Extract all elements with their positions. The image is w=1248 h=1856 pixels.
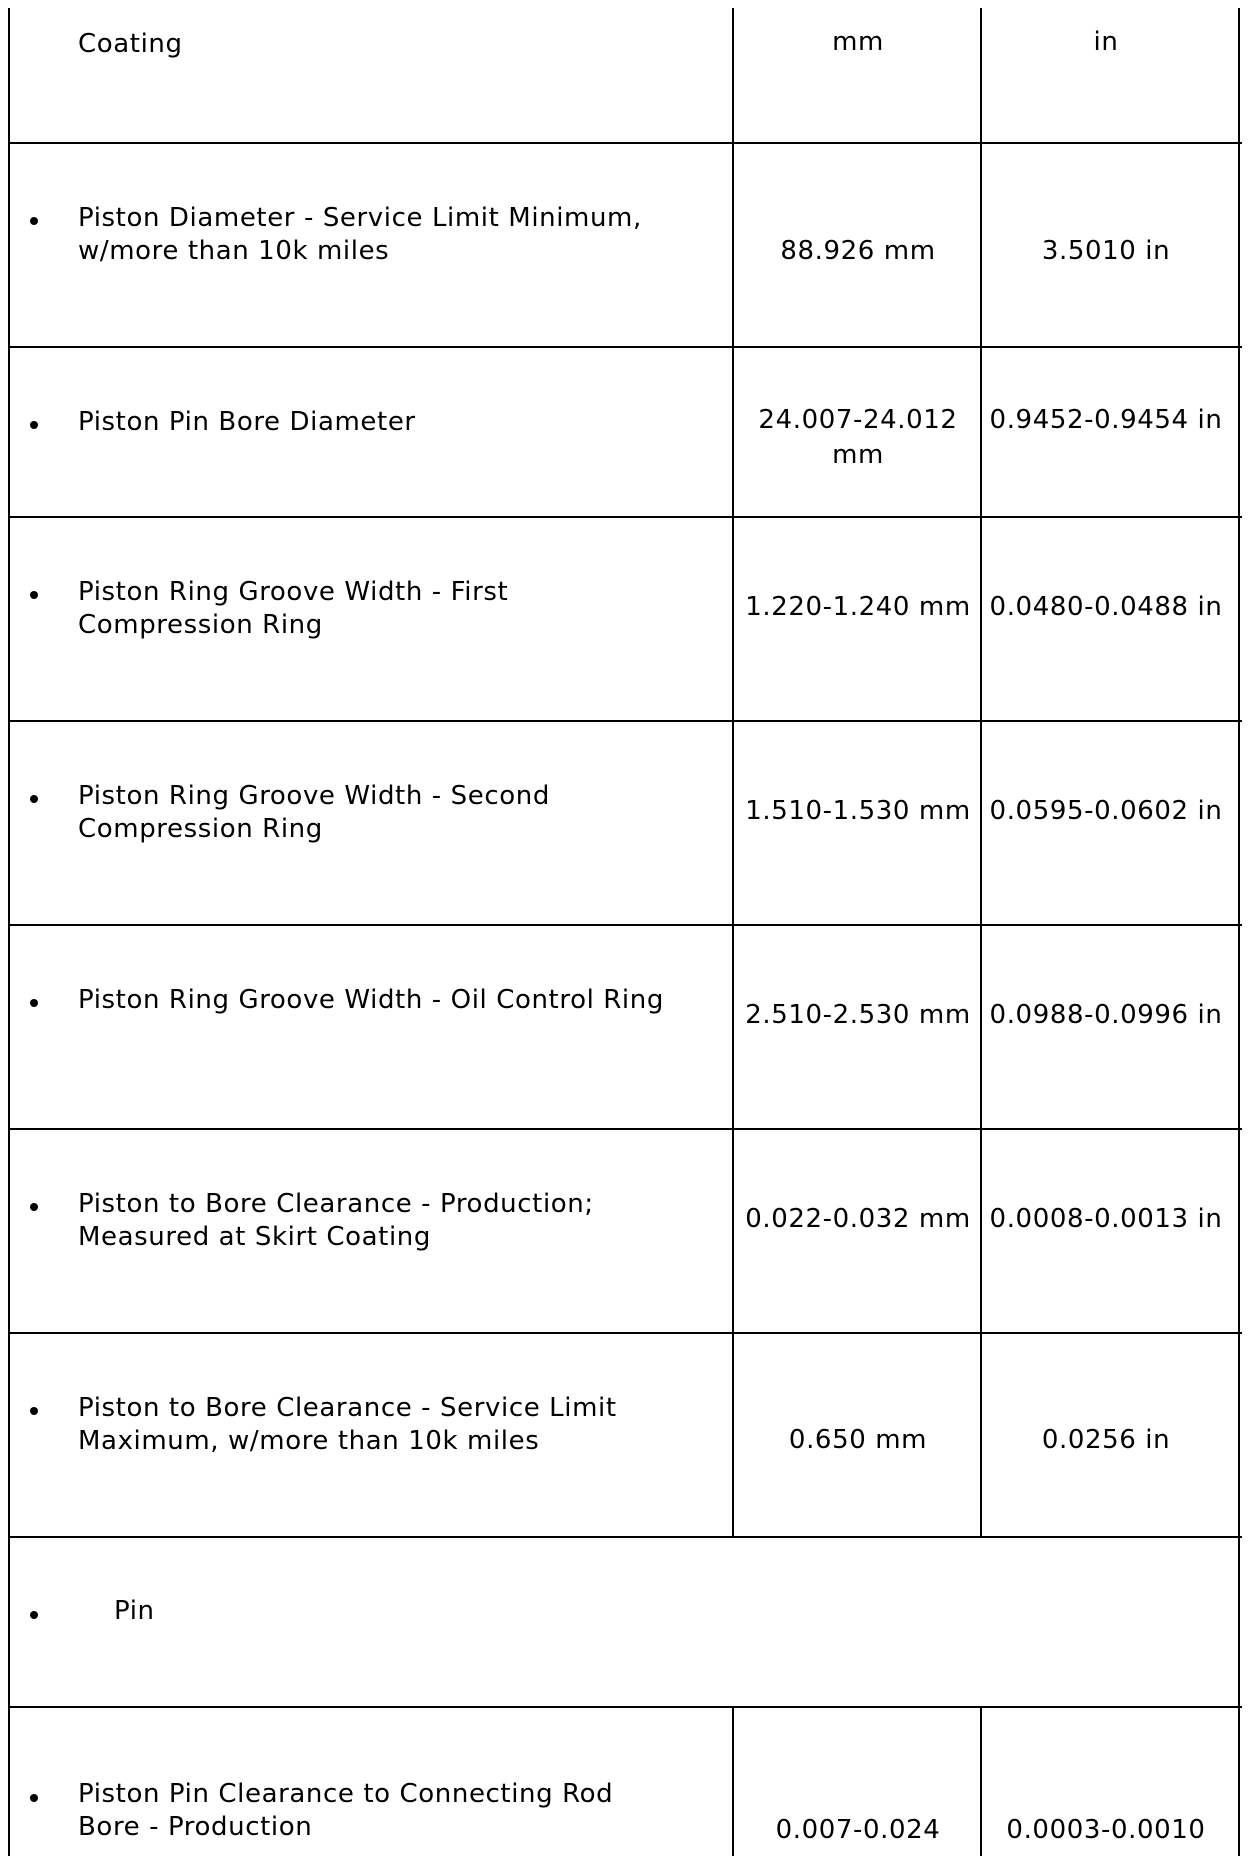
table-row [8,722,1242,924]
spec-table [8,8,1242,1856]
row-label: Piston Diameter - Service Limit Minimum, w/more than 10k miles [78,203,642,266]
bullet [30,217,38,225]
table-row [8,1708,1242,1856]
section-label: Pin [114,1596,155,1626]
value-in: 0.9452-0.9454 in [989,405,1223,435]
row-label: Piston Pin Clearance to Connecting Rod Bore - Production [78,1779,614,1842]
row-label: Piston to Bore Clearance - Service Limit Maximum, w/more than 10k miles [78,1393,617,1456]
table-row [8,1334,1242,1536]
value-mm: 1.510-1.530 mm [745,796,971,826]
bullet [30,999,38,1007]
table-row [8,518,1242,720]
value-in: 0.0003-0.0010 [1006,1815,1206,1845]
bullet [30,421,38,429]
table-row [8,926,1242,1128]
bullet [30,1794,38,1802]
table-row [8,348,1242,516]
bullet [30,1203,38,1211]
table-row-header [8,8,1242,142]
value-mm: 1.220-1.240 mm [745,592,971,622]
bullet [30,795,38,803]
bullet [30,591,38,599]
value-in: 0.0008-0.0013 in [989,1204,1223,1234]
bullet [30,1407,38,1415]
row-label: Piston Ring Groove Width - First Compression Ring [78,577,509,640]
table-row [8,1130,1242,1332]
value-in: 0.0480-0.0488 in [989,592,1223,622]
value-mm: 0.007-0.024 [775,1815,941,1845]
row-label: Piston to Bore Clearance - Production; Measured at Skirt Coating [78,1189,594,1252]
value-mm: 0.022-0.032 mm [745,1204,971,1234]
value-mm: 24.007-24.012 mm [758,405,958,470]
row-label: Coating [78,29,183,59]
value-mm: 0.650 mm [788,1425,928,1455]
value-mm: 88.926 mm [780,236,936,266]
table-row [8,144,1242,346]
value-in: 0.0256 in [1041,1425,1171,1455]
unit-mm: mm [832,27,884,57]
row-label: Piston Ring Groove Width - Oil Control Ring [78,985,664,1015]
value-in: 0.0988-0.0996 in [989,1000,1223,1030]
row-label: Piston Pin Bore Diameter [78,407,416,437]
section-row-pin [8,1538,1242,1706]
value-in: 3.5010 in [1041,236,1171,266]
row-label: Piston Ring Groove Width - Second Compression Ring [78,781,550,844]
bullet [30,1611,38,1619]
value-mm: 2.510-2.530 mm [745,1000,971,1030]
unit-in: in [1093,27,1119,57]
value-in: 0.0595-0.0602 in [989,796,1223,826]
